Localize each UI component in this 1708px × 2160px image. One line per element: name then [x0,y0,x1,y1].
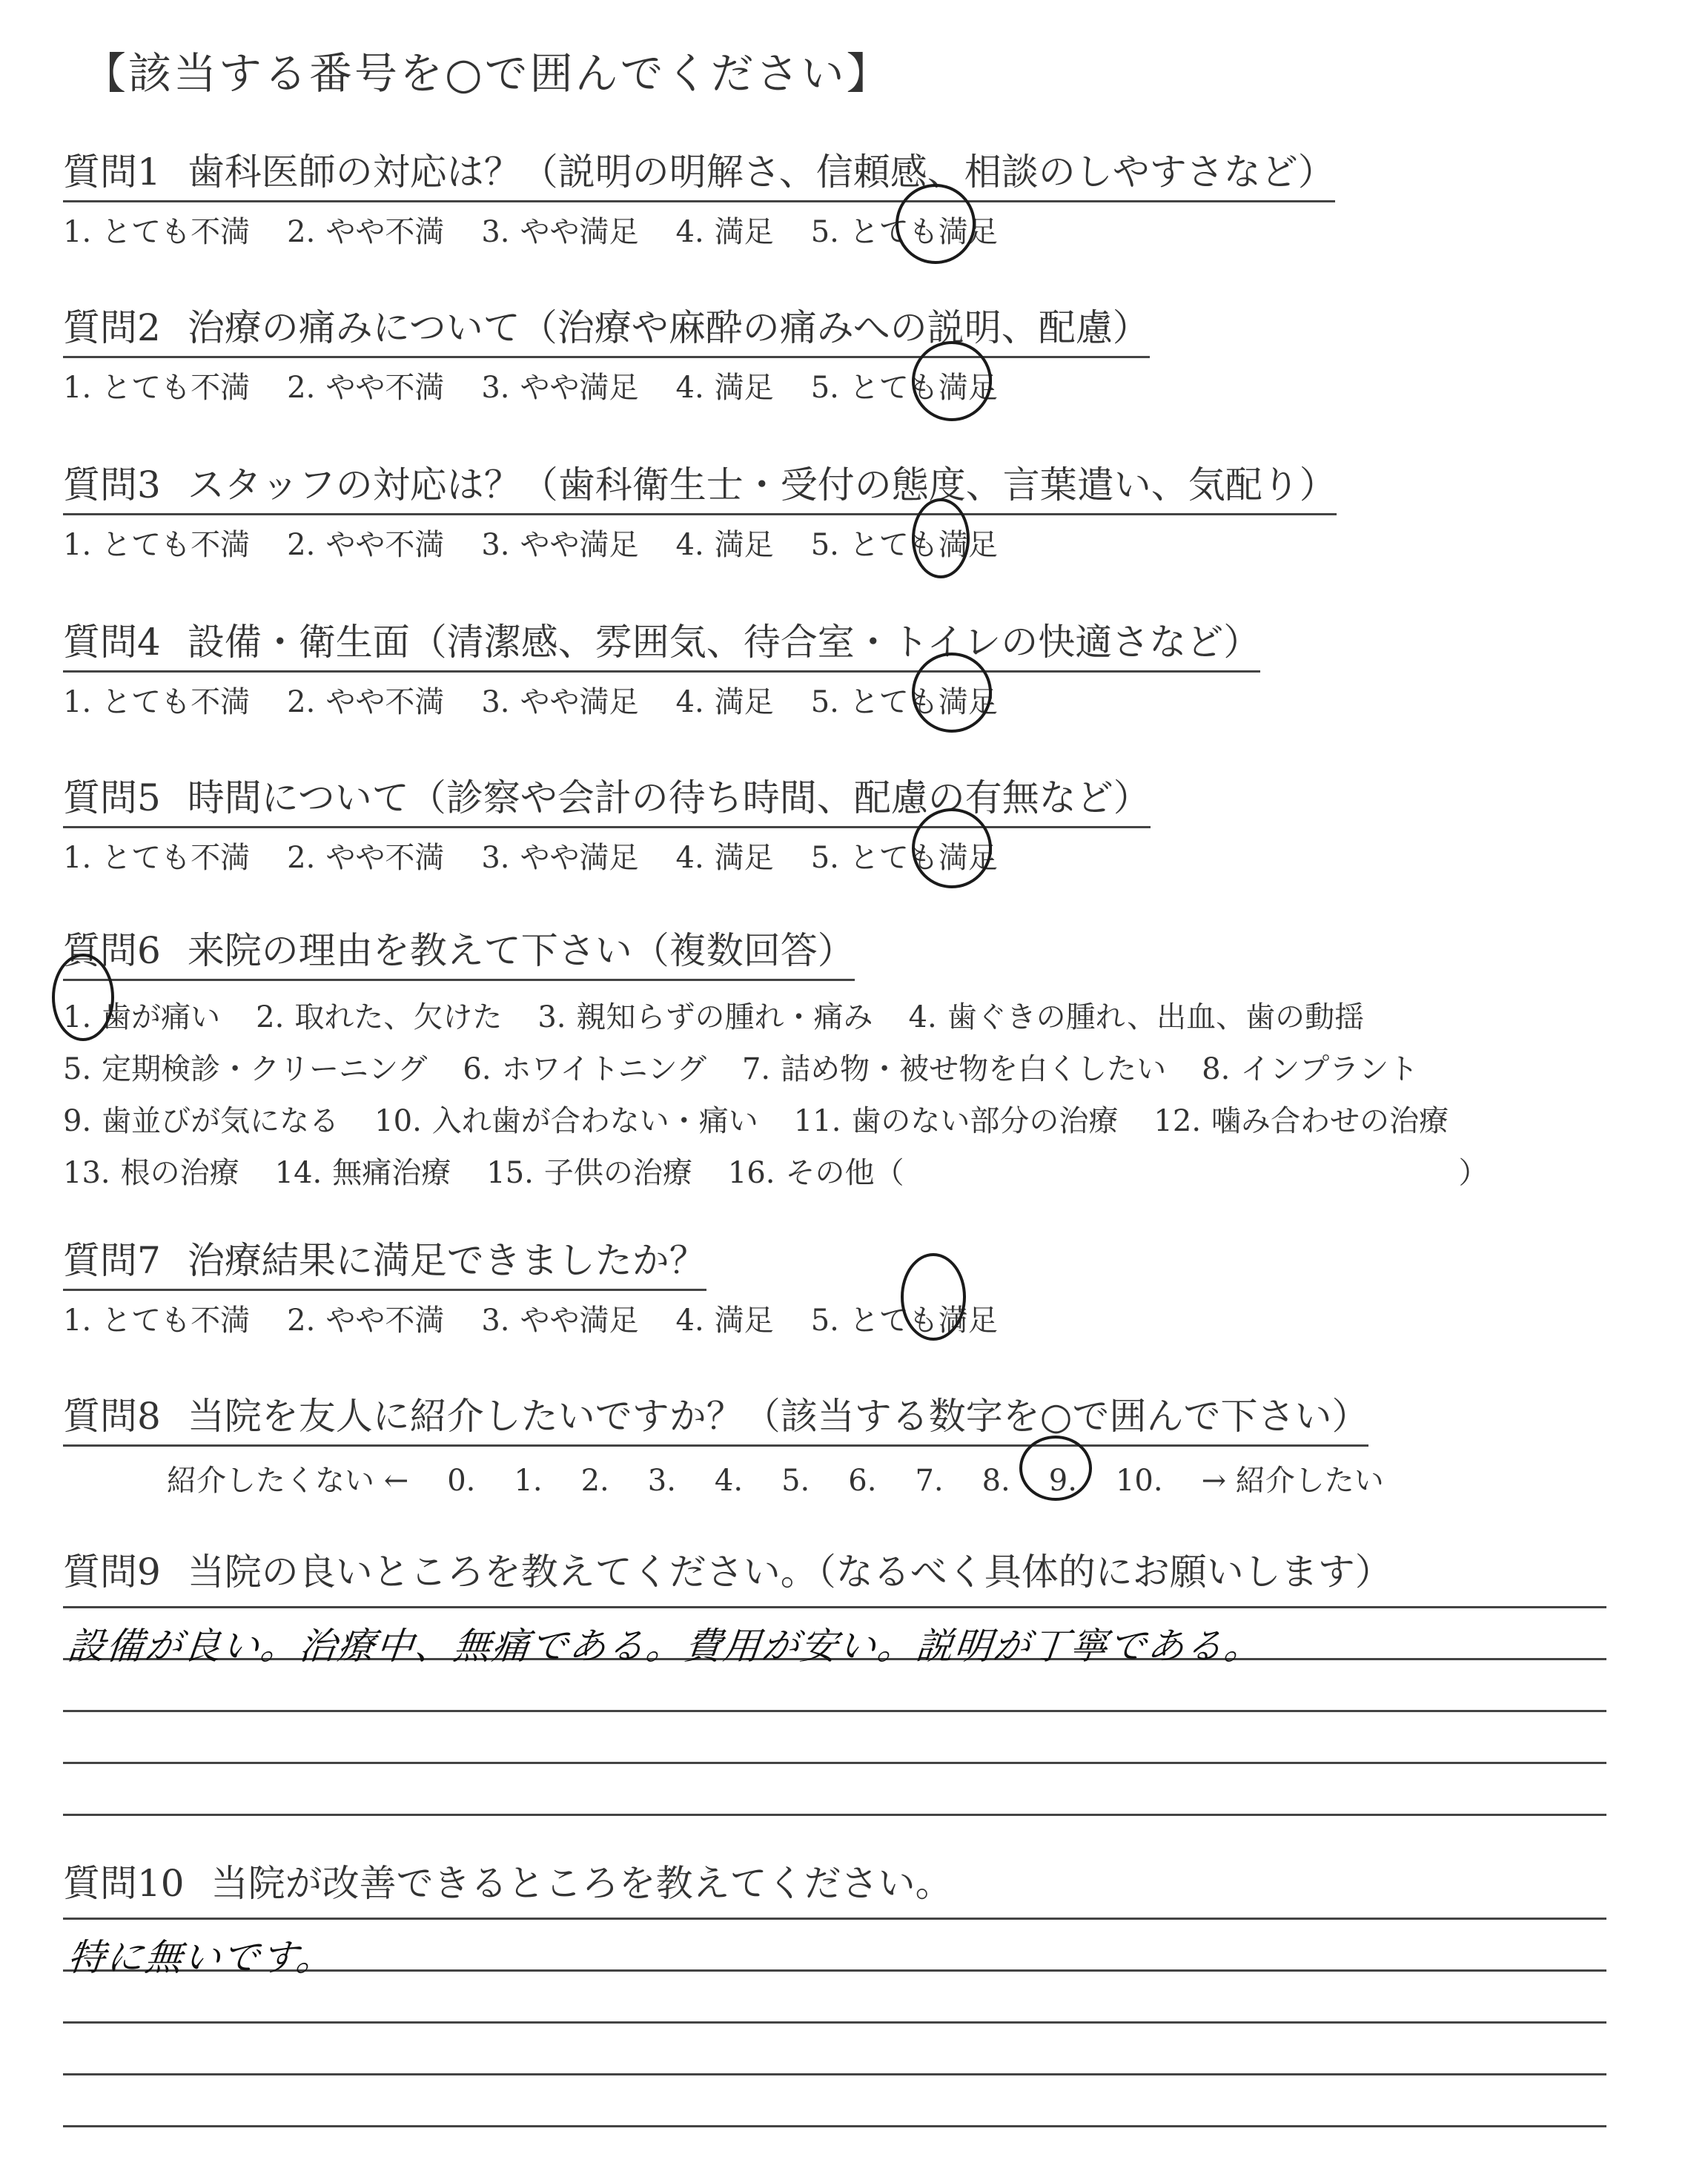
scale-0[interactable]: 0. [447,1464,476,1498]
scale-2[interactable]: 2. [580,1464,609,1498]
rating-options [63,208,1335,251]
option-1[interactable]: 1. とても不満 [63,685,251,719]
option-5[interactable]: 5. とても満足 [810,371,998,405]
scale-10[interactable]: 10. [1115,1464,1163,1498]
scale-1[interactable]: 1. [514,1464,543,1498]
option-2[interactable]: 2. やや不満 [287,685,445,719]
option-3[interactable]: 3. やや満足 [481,371,639,405]
option-3[interactable]: 3. やや満足 [481,215,639,249]
reason-14[interactable]: 14. 無痛治療 [274,1155,451,1190]
scale-left-label: 紹介したくない ← [167,1464,409,1498]
question-heading: 質問2 治療の痛みについて（治療や麻酔の痛みへの説明、配慮） [63,298,1150,358]
other-close-paren: ） [1458,1155,1489,1190]
reason-10[interactable]: 10. 入れ歯が合わない・痛い [374,1103,758,1138]
option-4[interactable]: 4. 満足 [675,528,774,562]
reason-row [63,988,1489,1040]
form-title: 【該当する番号を○で囲んでください】 [83,48,892,99]
reason-9[interactable]: 9. 歯並びが気になる [63,1103,340,1138]
option-3[interactable]: 3. やや満足 [481,841,639,875]
reason-3[interactable]: 3. 親知らずの腫れ・痛み [537,1000,873,1034]
reason-11[interactable]: 11. 歯のない部分の治療 [793,1103,1119,1138]
answer-line [63,1606,1606,1608]
answer-line [63,1710,1606,1712]
question-heading: 質問4 設備・衛生面（清潔感、雰囲気、待合室・トイレの快適さなど） [63,612,1260,673]
answer-line [63,1762,1606,1764]
option-2[interactable]: 2. やや不満 [287,841,445,875]
option-1[interactable]: 1. とても不満 [63,371,251,405]
scale-8[interactable]: 8. [982,1464,1010,1498]
scale-4[interactable]: 4. [714,1464,744,1498]
option-5[interactable]: 5. とても満足 [810,215,998,249]
option-5[interactable]: 5. とても満足 [810,685,998,719]
option-5[interactable]: 5. とても満足 [810,1304,998,1338]
reason-12[interactable]: 12. 噛み合わせの治療 [1153,1103,1449,1138]
question-9 [63,1542,1392,1600]
answer-circle-q7 [901,1253,966,1341]
option-1[interactable]: 1. とても不満 [63,528,251,562]
answer-line [63,2073,1606,2075]
reason-4[interactable]: 4. 歯ぐきの腫れ、出血、歯の動揺 [908,1000,1365,1034]
reason-options [63,988,1489,1196]
option-2[interactable]: 2. やや不満 [287,215,445,249]
answer-circle-q1 [896,184,976,264]
scale-5[interactable]: 5. [781,1464,810,1498]
reason-row [63,1040,1489,1092]
question-heading: 質問10 当院が改善できるところを教えてください。 [63,1862,953,1905]
option-5[interactable]: 5. とても満足 [810,528,998,562]
option-3[interactable]: 3. やや満足 [481,685,639,719]
rating-options [63,521,1337,564]
scale-3[interactable]: 3. [647,1464,676,1498]
answer-circle-q4 [912,653,992,733]
option-4[interactable]: 4. 満足 [675,215,774,249]
question-heading: 質問6 来院の理由を教えて下さい（複数回答） [63,921,855,981]
option-2[interactable]: 2. やや不満 [287,1304,445,1338]
option-4[interactable]: 4. 満足 [675,371,774,405]
option-1[interactable]: 1. とても不満 [63,215,251,249]
reason-13[interactable]: 13. 根の治療 [63,1155,239,1190]
option-1[interactable]: 1. とても不満 [63,841,251,875]
answer-line [63,2021,1606,2024]
reason-row [63,1092,1489,1144]
reason-15[interactable]: 15. 子供の治療 [486,1155,692,1190]
handwritten-answer-q9[interactable]: 設備が良い。治療中、無痛である。費用が安い。説明が丁寧である。 [65,1625,1265,1668]
question-heading: 質問5 時間について（診察や会計の待ち時間、配慮の有無など） [63,768,1151,828]
answer-circle-q3 [912,498,970,578]
answer-circle-q8 [1019,1436,1092,1501]
handwritten-answer-q10[interactable]: 特に無いです。 [65,1936,337,1979]
answer-circle-q6 [52,954,114,1041]
reason-6[interactable]: 6. ホワイトニング [463,1051,706,1086]
answer-line [63,1814,1606,1816]
question-1 [63,142,1335,251]
option-2[interactable]: 2. やや不満 [287,528,445,562]
question-4 [63,612,1260,721]
rating-options [63,1297,1035,1339]
option-5[interactable]: 5. とても満足 [810,841,998,875]
answer-circle-q2 [912,341,992,421]
option-4[interactable]: 4. 満足 [675,1304,774,1338]
question-heading: 質問8 当院を友人に紹介したいですか？（該当する数字を○で囲んで下さい） [63,1387,1368,1447]
question-3 [63,455,1337,564]
question-heading: 質問7 治療結果に満足できましたか？ [63,1231,706,1291]
question-heading: 質問1 歯科医師の対応は？（説明の明解さ、信頼感、相談のしやすさなど） [63,142,1335,202]
option-2[interactable]: 2. やや不満 [287,371,445,405]
reason-2[interactable]: 2. 取れた、欠けた [256,1000,503,1034]
answer-circle-q5 [912,808,992,888]
reason-8[interactable]: 8. インプラント [1202,1051,1419,1086]
scale-right-label: → 紹介したい [1201,1464,1384,1498]
option-4[interactable]: 4. 満足 [675,841,774,875]
reason-16[interactable]: 16. その他（ [727,1155,904,1190]
scale-6[interactable]: 6. [848,1464,877,1498]
rating-options [63,678,1260,721]
option-4[interactable]: 4. 満足 [675,685,774,719]
scale-9[interactable]: 9. [1048,1464,1077,1498]
reason-row [63,1144,1489,1196]
option-3[interactable]: 3. やや満足 [481,528,639,562]
option-1[interactable]: 1. とても不満 [63,1304,251,1338]
answer-line [63,2125,1606,2127]
option-3[interactable]: 3. やや満足 [481,1304,639,1338]
recommend-scale [167,1457,1423,1499]
question-heading: 質問3 スタッフの対応は？（歯科衛生士・受付の態度、言葉遣い、気配り） [63,455,1337,515]
question-heading: 質問9 当院の良いところを教えてください。（なるべく具体的にお願いします） [63,1550,1392,1593]
question-6 [63,921,1489,1196]
question-7 [63,1231,1035,1339]
question-10 [63,1854,953,1912]
question-8 [63,1387,1423,1499]
reason-7[interactable]: 7. 詰め物・被せ物を白くしたい [741,1051,1167,1086]
reason-1[interactable]: 1. 歯が痛い [63,1000,221,1034]
answer-line [63,1918,1606,1920]
scale-7[interactable]: 7. [915,1464,944,1498]
reason-5[interactable]: 5. 定期検診・クリーニング [63,1051,428,1086]
